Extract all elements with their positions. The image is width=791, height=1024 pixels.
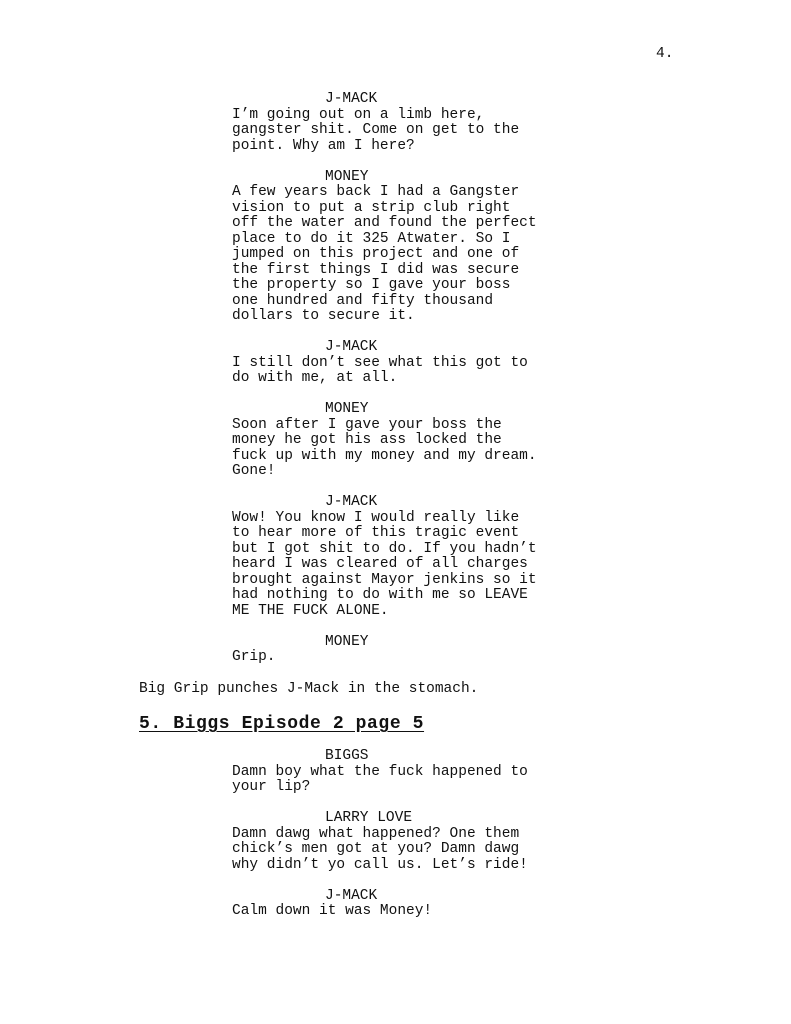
dialogue-line: point. Why am I here? [232, 137, 415, 154]
dialogue-line: off the water and found the perfect [232, 215, 537, 231]
page-number: 4. [656, 46, 674, 62]
dialogue-line: had nothing to do with me so LEAVE [232, 587, 528, 603]
dialogue-line: Damn dawg what happened? One them [232, 825, 520, 842]
dialogue-line: one hundred and fifty thousand [232, 292, 494, 309]
dialogue-line: Damn boy what the fuck happened to [232, 763, 528, 780]
character-name: MONEY [325, 168, 369, 185]
dialogue-line: to hear more of this tragic event [232, 525, 520, 541]
dialogue-line: A few years back I had a Gangster [232, 184, 520, 200]
dialogue-line: money he got his ass locked the [232, 432, 502, 448]
character-name: LARRY LOVE [325, 810, 413, 826]
character-name: J-MACK [325, 887, 378, 904]
scene-heading: 5. Biggs Episode 2 page 5 [139, 714, 425, 734]
dialogue-line: fuck up with my money and my dream. [232, 447, 537, 464]
character-name: J-MACK [325, 91, 378, 107]
dialogue-line: Gone! [232, 463, 276, 479]
dialogue-line: the property so I gave your boss [232, 277, 511, 293]
dialogue-line: why didn’t yo call us. Let’s ride! [232, 856, 528, 873]
character-name: MONEY [325, 401, 369, 417]
character-name: BIGGS [325, 748, 369, 764]
dialogue-line: vision to put a strip club right [232, 199, 511, 216]
dialogue-line: I still don’t see what this got to [232, 354, 528, 371]
character-name: J-MACK [325, 494, 378, 510]
dialogue-line: I’m going out on a limb here, [232, 106, 485, 123]
character-name: MONEY [325, 633, 369, 650]
character-name: J-MACK [325, 339, 378, 355]
dialogue-line: Grip. [232, 649, 276, 665]
dialogue-line: ME THE FUCK ALONE. [232, 602, 389, 619]
dialogue-line: Soon after I gave your boss the [232, 416, 502, 433]
dialogue-line: the first things I did was secure [232, 261, 520, 278]
dialogue-line: chick’s men got at you? Damn dawg [232, 841, 520, 857]
dialogue-line: place to do it 325 Atwater. So I [232, 230, 511, 247]
dialogue-line: jumped on this project and one of [232, 246, 520, 262]
dialogue-line: Calm down it was Money! [232, 903, 433, 919]
dialogue-line: heard I was cleared of all charges [232, 556, 528, 572]
dialogue-line: your lip? [232, 779, 311, 795]
dialogue-line: do with me, at all. [232, 370, 398, 386]
dialogue-line: Wow! You know I would really like [232, 509, 520, 526]
dialogue-line: dollars to secure it. [232, 308, 415, 324]
dialogue-line: brought against Mayor jenkins so it [232, 571, 537, 588]
action-line: Big Grip punches J-Mack in the stomach. [139, 681, 479, 697]
dialogue-line: gangster shit. Come on get to the [232, 122, 520, 138]
dialogue-line: but I got shit to do. If you hadn’t [232, 540, 537, 557]
